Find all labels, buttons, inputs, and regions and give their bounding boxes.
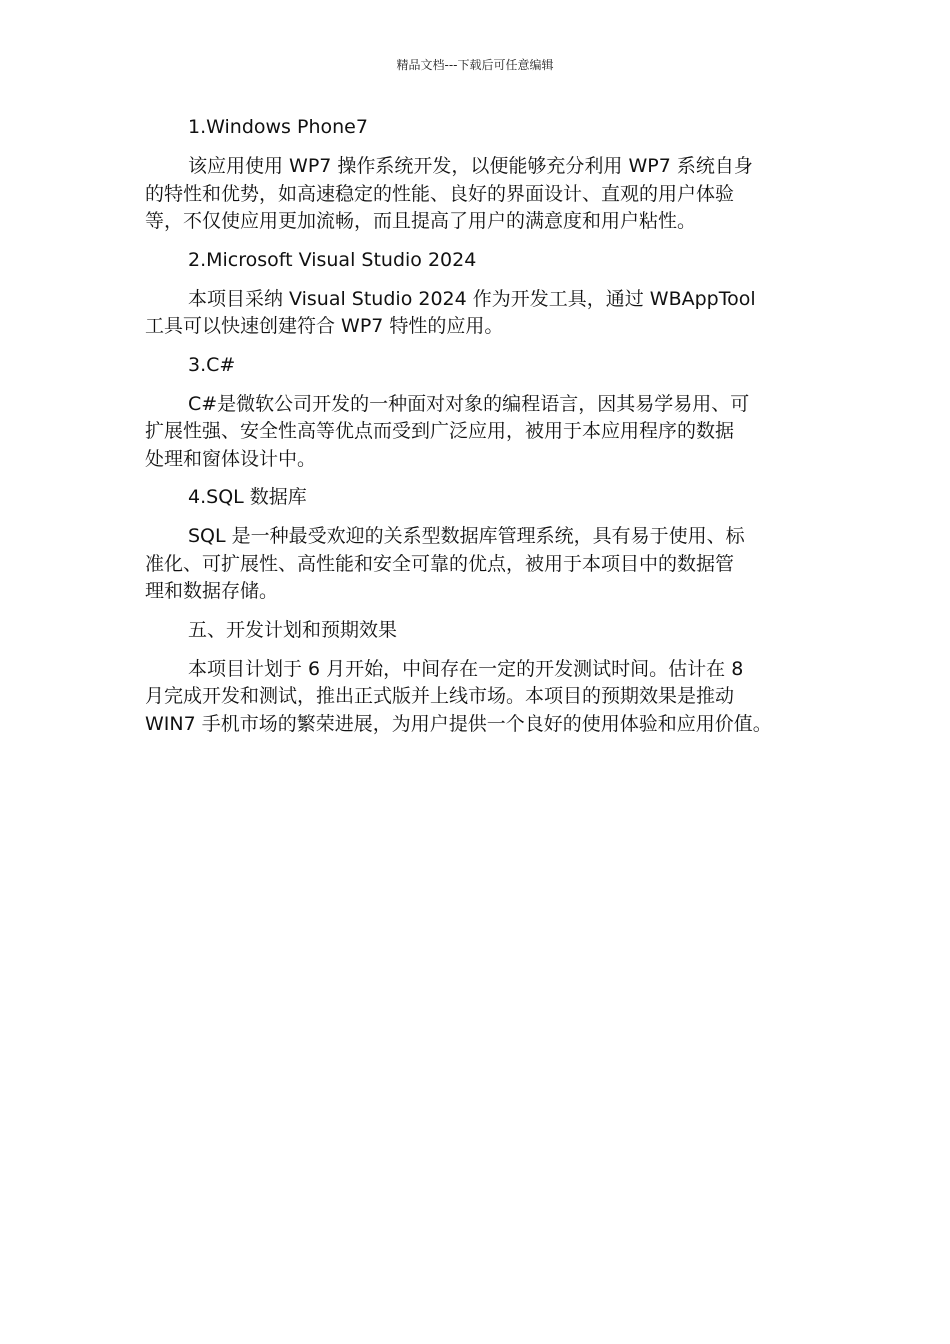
section-heading-sql: 4.SQL 数据库 <box>188 486 307 508</box>
paragraph-line: 该应用使用 WP7 操作系统开发，以便能够充分利用 WP7 系统自身 <box>188 155 753 177</box>
section-heading-visual-studio: 2.Microsoft Visual Studio 2024 <box>188 248 477 271</box>
paragraph-line: 准化、可扩展性、高性能和安全可靠的优点，被用于本项目中的数据管 <box>145 552 735 575</box>
paragraph-line: WIN7 手机市场的繁荣进展，为用户提供一个良好的使用体验和应用价值。 <box>145 712 772 735</box>
paragraph-line: 本项目采纳 Visual Studio 2024 作为开发工具，通过 WBAppTool <box>188 287 756 310</box>
paragraph-csharp <box>145 391 825 474</box>
paragraph-line: 工具可以快速创建符合 WP7 特性的应用。 <box>145 315 504 337</box>
section-heading-csharp: 3.C# <box>188 353 236 376</box>
paragraph-visual-studio <box>145 286 825 341</box>
paragraph-plan <box>145 656 825 739</box>
page-header: 精品文档---下载后可任意编辑 <box>396 58 554 72</box>
paragraph-windows-phone <box>145 153 825 236</box>
document-body <box>145 113 825 748</box>
paragraph-line: 理和数据存储。 <box>145 580 279 602</box>
paragraph-line: 处理和窗体设计中。 <box>145 447 317 470</box>
paragraph-line: C#是微软公司开发的一种面对对象的编程语言，因其易学易用、可 <box>188 392 750 415</box>
paragraph-line: 扩展性强、安全性高等优点而受到广泛应用，被用于本应用程序的数据 <box>145 420 735 442</box>
paragraph-line: 月完成开发和测试，推出正式版并上线市场。本项目的预期效果是推动 <box>145 685 735 707</box>
section-heading-windows-phone: 1.Windows Phone7 <box>188 116 368 138</box>
paragraph-sql <box>145 523 825 606</box>
paragraph-line: 的特性和优势，如高速稳定的性能、良好的界面设计、直观的用户体验 <box>145 182 735 205</box>
paragraph-line: 等，不仅使应用更加流畅，而且提高了用户的满意度和用户粘性。 <box>145 210 697 232</box>
paragraph-line: SQL 是一种最受欢迎的关系型数据库管理系统，具有易于使用、标 <box>188 525 745 547</box>
paragraph-line: 本项目计划于 6 月开始，中间存在一定的开发测试时间。估计在 8 <box>188 657 744 680</box>
section-heading-plan: 五、开发计划和预期效果 <box>188 618 398 641</box>
